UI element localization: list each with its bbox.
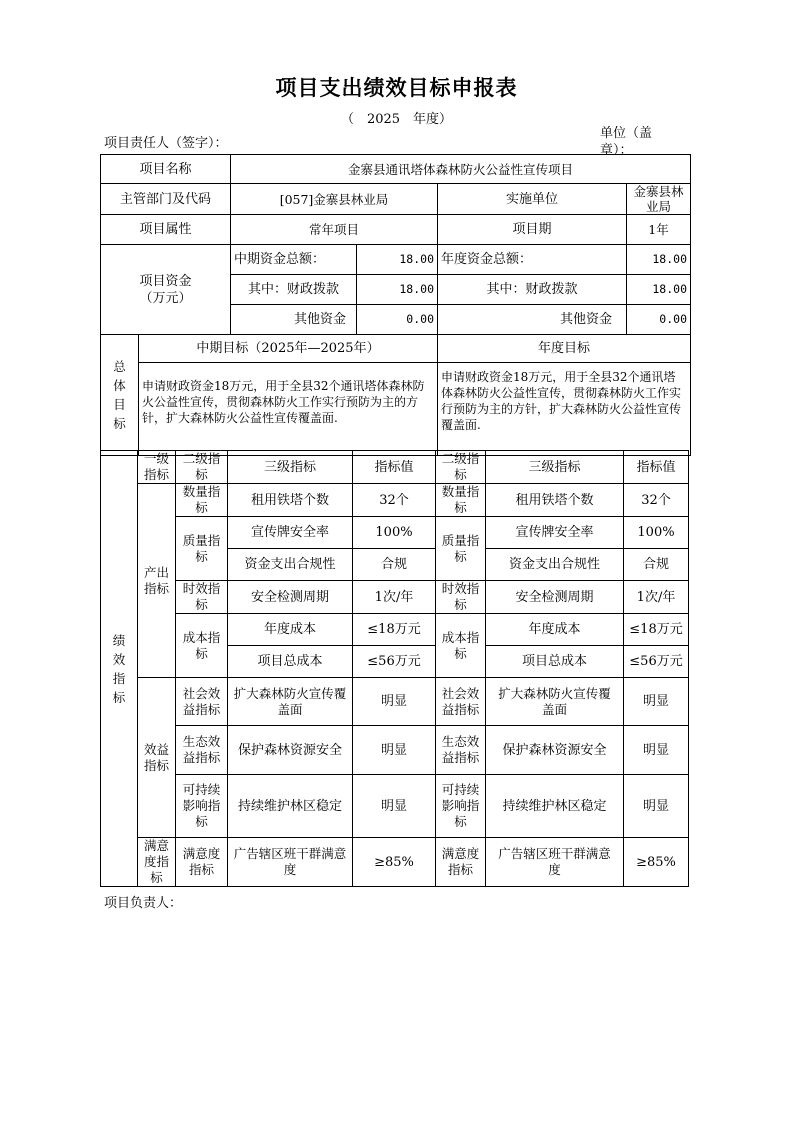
timeliness-value: 1次/年 bbox=[353, 581, 436, 614]
year-goal-header: 年度目标 bbox=[438, 335, 691, 363]
quality-compliance-value: 合规 bbox=[353, 549, 436, 581]
cost-total-l3: 项目总成本 bbox=[228, 646, 353, 678]
year-fiscal-label: 其中：财政拨款 bbox=[438, 275, 627, 305]
mid-other-label: 其他资金 bbox=[231, 305, 357, 335]
mid-other-value: 0.00 bbox=[357, 305, 438, 335]
mid-fiscal-value: 18.00 bbox=[357, 275, 438, 305]
performance-indicator-label: 绩 效 指 标 bbox=[101, 451, 138, 887]
eco-benefit-l2-year: 生态效 益指标 bbox=[436, 726, 486, 775]
timeliness-l2: 时效指 标 bbox=[176, 581, 228, 614]
impl-unit-label: 实施单位 bbox=[438, 184, 627, 215]
level2-header: 二级指 标 bbox=[176, 451, 228, 484]
satisfaction-l2: 满意度 指标 bbox=[176, 838, 228, 887]
dept-value: [057]金寨县林业局 bbox=[231, 184, 438, 215]
quantity-l2-year: 数量指 标 bbox=[436, 484, 486, 517]
impl-unit-value: 金寨县林业局 bbox=[627, 184, 691, 215]
mid-total-value: 18.00 bbox=[357, 245, 438, 275]
satisfaction-l3: 广告辖区班干群满意 度 bbox=[228, 838, 353, 887]
value-header: 指标值 bbox=[353, 451, 436, 484]
year-fiscal-value: 18.00 bbox=[627, 275, 691, 305]
page-title: 项目支出绩效目标申报表 bbox=[275, 75, 518, 100]
quantity-l3: 租用铁塔个数 bbox=[228, 484, 353, 517]
cost-annual-value-year: ≤18万元 bbox=[624, 614, 689, 646]
social-benefit-l2: 社会效 益指标 bbox=[176, 678, 228, 726]
quality-safety-l3-year: 宣传牌安全率 bbox=[486, 517, 624, 549]
cost-annual-value: ≤18万元 bbox=[353, 614, 436, 646]
project-name-value: 金寨县通讯塔体森林防火公益性宣传项目 bbox=[231, 155, 691, 184]
quality-compliance-l3: 资金支出合规性 bbox=[228, 549, 353, 581]
quality-l2-year: 质量指 标 bbox=[436, 517, 486, 581]
year-goal-text: 申请财政资金18万元，用于全县32个通讯塔体森林防火公益性宣传，贯彻森林防火工作实行预防为主的方针，扩大森林防火公益性宣传覆盖面. bbox=[438, 363, 691, 456]
social-benefit-value-year: 明显 bbox=[624, 678, 689, 726]
mid-goal-header: 中期目标（2025年—2025年） bbox=[139, 335, 438, 363]
quality-safety-l3: 宣传牌安全率 bbox=[228, 517, 353, 549]
timeliness-value-year: 1次/年 bbox=[624, 581, 689, 614]
project-period-label: 项目期 bbox=[438, 215, 627, 245]
cost-l2-year: 成本指 标 bbox=[436, 614, 486, 678]
cost-total-value-year: ≤56万元 bbox=[624, 646, 689, 678]
project-period-value: 1年 bbox=[627, 215, 691, 245]
responsible-signature-label: 项目责任人（签字）： bbox=[104, 136, 228, 151]
benefit-indicator-label: 效益 指标 bbox=[138, 678, 176, 838]
sustain-l3-year: 持续维护林区稳定 bbox=[486, 775, 624, 838]
year-total-label: 年度资金总额： bbox=[438, 245, 627, 275]
quality-compliance-value-year: 合规 bbox=[624, 549, 689, 581]
quality-compliance-l3-year: 资金支出合规性 bbox=[486, 549, 624, 581]
project-leader-label: 项目负责人： bbox=[104, 896, 183, 911]
year-line: （ 2025 年度） bbox=[340, 112, 453, 127]
sustain-value: 明显 bbox=[353, 775, 436, 838]
mid-fiscal-label: 其中：财政拨款 bbox=[231, 275, 357, 305]
mid-total-label: 中期资金总额： bbox=[231, 245, 357, 275]
year-other-value: 0.00 bbox=[627, 305, 691, 335]
year-total-value: 18.00 bbox=[627, 245, 691, 275]
eco-benefit-l3: 保护森林资源安全 bbox=[228, 726, 353, 775]
quality-l2: 质量指 标 bbox=[176, 517, 228, 581]
satisfaction-value-year: ≥85% bbox=[624, 838, 689, 887]
cost-annual-l3: 年度成本 bbox=[228, 614, 353, 646]
mid-goal-text: 申请财政资金18万元，用于全县32个通讯塔体森林防火公益性宣传，贯彻森林防火工作实行预防为主的方针，扩大森林防火公益性宣传覆盖面. bbox=[139, 363, 438, 456]
cost-total-l3-year: 项目总成本 bbox=[486, 646, 624, 678]
quantity-value-year: 32个 bbox=[624, 484, 689, 517]
cost-total-value: ≤56万元 bbox=[353, 646, 436, 678]
level3-header-year: 三级指标 bbox=[486, 451, 624, 484]
satisfaction-indicator-label: 满意 度指 标 bbox=[138, 838, 176, 887]
social-benefit-l3: 扩大森林防火宣传覆 盖面 bbox=[228, 678, 353, 726]
quantity-value: 32个 bbox=[353, 484, 436, 517]
value-header-year: 指标值 bbox=[624, 451, 689, 484]
social-benefit-l2-year: 社会效 益指标 bbox=[436, 678, 486, 726]
sustain-l2: 可持续 影响指 标 bbox=[176, 775, 228, 838]
declaration-table bbox=[100, 154, 691, 456]
eco-benefit-value-year: 明显 bbox=[624, 726, 689, 775]
eco-benefit-value: 明显 bbox=[353, 726, 436, 775]
sustain-value-year: 明显 bbox=[624, 775, 689, 838]
project-attr-label: 项目属性 bbox=[101, 215, 231, 245]
eco-benefit-l2: 生态效 益指标 bbox=[176, 726, 228, 775]
timeliness-l3: 安全检测周期 bbox=[228, 581, 353, 614]
unit-seal-label: 单位（盖章）： bbox=[600, 126, 653, 155]
indicator-table bbox=[100, 450, 689, 887]
social-benefit-value: 明显 bbox=[353, 678, 436, 726]
quality-safety-value: 100% bbox=[353, 517, 436, 549]
timeliness-l2-year: 时效指 标 bbox=[436, 581, 486, 614]
year-other-label: 其他资金 bbox=[438, 305, 627, 335]
project-funds-label: 项目资金 （万元） bbox=[101, 245, 231, 335]
sustain-l3: 持续维护林区稳定 bbox=[228, 775, 353, 838]
level1-header: 一级 指标 bbox=[138, 451, 176, 484]
satisfaction-l3-year: 广告辖区班干群满意 度 bbox=[486, 838, 624, 887]
sustain-l2-year: 可持续 影响指 标 bbox=[436, 775, 486, 838]
cost-l2: 成本指 标 bbox=[176, 614, 228, 678]
cost-annual-l3-year: 年度成本 bbox=[486, 614, 624, 646]
quantity-l3-year: 租用铁塔个数 bbox=[486, 484, 624, 517]
output-indicator-label: 产出 指标 bbox=[138, 484, 176, 678]
level3-header: 三级指标 bbox=[228, 451, 353, 484]
social-benefit-l3-year: 扩大森林防火宣传覆 盖面 bbox=[486, 678, 624, 726]
project-attr-value: 常年项目 bbox=[231, 215, 438, 245]
overall-goal-label: 总 体 目 标 bbox=[101, 335, 139, 456]
timeliness-l3-year: 安全检测周期 bbox=[486, 581, 624, 614]
satisfaction-l2-year: 满意度 指标 bbox=[436, 838, 486, 887]
project-name-label: 项目名称 bbox=[101, 155, 231, 184]
dept-label: 主管部门及代码 bbox=[101, 184, 231, 215]
eco-benefit-l3-year: 保护森林资源安全 bbox=[486, 726, 624, 775]
quality-safety-value-year: 100% bbox=[624, 517, 689, 549]
level2-header-year: 二级指 标 bbox=[436, 451, 486, 484]
satisfaction-value: ≥85% bbox=[353, 838, 436, 887]
quantity-l2: 数量指 标 bbox=[176, 484, 228, 517]
